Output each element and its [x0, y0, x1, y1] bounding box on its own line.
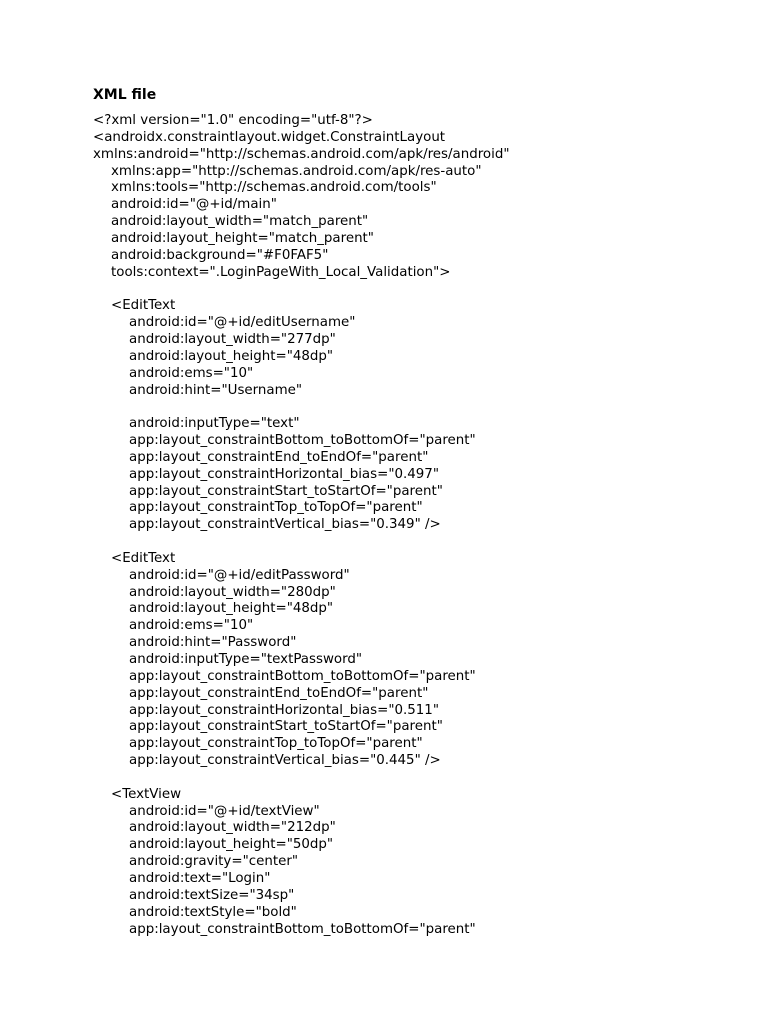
code-line: xmlns:app="http://schemas.android.com/apk/res-auto"	[111, 163, 482, 179]
blank-line	[93, 281, 753, 298]
code-line: <?xml version="1.0" encoding="utf-8"?>	[93, 113, 373, 128]
code-line: android:id="@+id/textView"	[129, 803, 320, 819]
code-line: android:layout_height="48dp"	[129, 348, 334, 364]
code-line: android:id="@+id/editPassword"	[129, 567, 350, 583]
document-title: XML file	[93, 87, 157, 103]
code-line: android:inputType="textPassword"	[129, 652, 363, 667]
blank-line	[93, 399, 753, 416]
code-line: app:layout_constraintBottom_toBottomOf="parent"	[129, 433, 476, 449]
code-line: app:layout_constraintBottom_toBottomOf="parent"	[129, 921, 476, 937]
code-line: app:layout_constraintTop_toTopOf="parent"	[129, 736, 423, 752]
code-line: app:layout_constraintHorizontal_bias="0.511"	[129, 702, 439, 718]
code-line: android:ems="10"	[129, 365, 254, 381]
code-line: android:id="@+id/main"	[111, 197, 277, 213]
code-line: app:layout_constraintStart_toStartOf="parent"	[129, 719, 443, 735]
code-line: android:hint="Password"	[129, 635, 297, 651]
code-line: android:layout_width="match_parent"	[111, 214, 369, 230]
code-line: android:ems="10"	[129, 618, 254, 634]
code-line: app:layout_constraintBottom_toBottomOf="parent"	[129, 668, 476, 684]
code-line: android:text="Login"	[129, 870, 271, 886]
code-line: android:layout_width="277dp"	[129, 331, 336, 347]
code-line: app:layout_constraintTop_toTopOf="parent"	[129, 500, 423, 516]
code-line: android:textSize="34sp"	[129, 887, 295, 903]
code-line: <androidx.constraintlayout.widget.ConstraintLayout	[93, 129, 446, 145]
code-line: android:gravity="center"	[129, 854, 298, 870]
code-line: android:textStyle="bold"	[129, 904, 297, 920]
blank-line	[93, 770, 753, 787]
code-line: android:layout_width="280dp"	[129, 584, 336, 600]
code-line: <EditText	[111, 298, 176, 314]
code-line: tools:context=".LoginPageWith_Local_Validation">	[111, 264, 451, 280]
xml-code-block	[93, 113, 753, 938]
code-line: app:layout_constraintStart_toStartOf="parent"	[129, 483, 443, 499]
code-line: android:layout_height="50dp"	[129, 837, 334, 853]
code-line: xmlns:tools="http://schemas.android.com/tools"	[111, 180, 437, 196]
code-line: app:layout_constraintHorizontal_bias="0.497"	[129, 466, 439, 482]
code-line: android:background="#F0FAF5"	[111, 247, 329, 263]
code-line: app:layout_constraintVertical_bias="0.349" />	[129, 517, 441, 533]
code-line: app:layout_constraintVertical_bias="0.445" />	[129, 753, 441, 769]
code-line: app:layout_constraintEnd_toEndOf="parent"	[129, 449, 429, 465]
code-line: <TextView	[111, 786, 182, 802]
code-line: app:layout_constraintEnd_toEndOf="parent"	[129, 685, 429, 701]
code-line: android:layout_height="48dp"	[129, 601, 334, 617]
document-page	[93, 86, 753, 938]
code-line: android:inputType="text"	[129, 416, 300, 432]
code-line: android:layout_width="212dp"	[129, 820, 336, 836]
code-line: xmlns:android="http://schemas.android.com/apk/res/android"	[93, 146, 510, 162]
code-line: android:hint="Username"	[129, 382, 303, 398]
code-line: android:layout_height="match_parent"	[111, 230, 374, 246]
blank-line	[93, 534, 753, 551]
code-line: android:id="@+id/editUsername"	[129, 315, 356, 331]
code-line: <EditText	[111, 550, 176, 566]
